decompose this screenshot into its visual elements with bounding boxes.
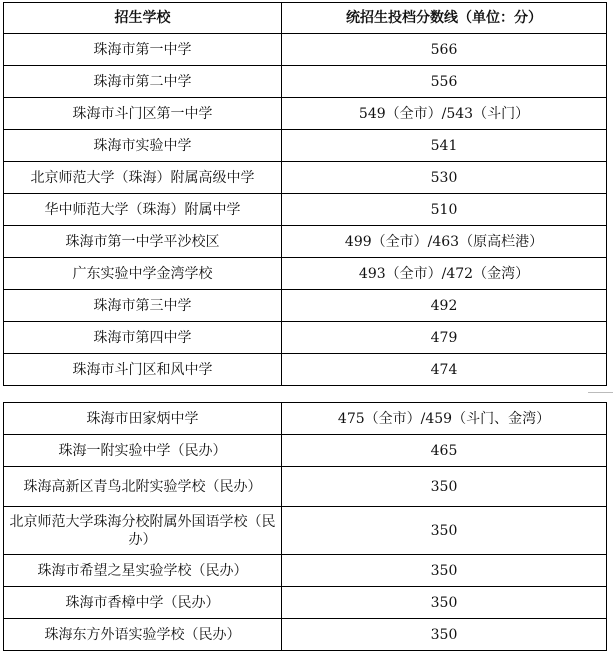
score-cell: 350 bbox=[282, 555, 607, 587]
school-name-cell: 珠海市第四中学 bbox=[4, 322, 282, 354]
score-cell: 549（全市）/543（斗门） bbox=[282, 98, 607, 130]
score-cell: 566 bbox=[282, 34, 607, 66]
table-body-bottom bbox=[4, 403, 607, 651]
school-name-cell: 珠海市第一中学 bbox=[4, 34, 282, 66]
table-row bbox=[4, 354, 607, 386]
school-name-cell: 广东实验中学金湾学校 bbox=[4, 258, 282, 290]
school-name-cell: 珠海市斗门区和风中学 bbox=[4, 354, 282, 386]
table-body-top bbox=[4, 34, 607, 386]
table-header-row bbox=[4, 3, 607, 34]
score-cell: 499（全市）/463（原高栏港） bbox=[282, 226, 607, 258]
table-row bbox=[4, 403, 607, 435]
table-row bbox=[4, 507, 607, 555]
table-row bbox=[4, 435, 607, 467]
table-row bbox=[4, 226, 607, 258]
header-school: 招生学校 bbox=[4, 3, 282, 34]
table-row bbox=[4, 322, 607, 354]
school-name-cell: 珠海东方外语实验学校（民办） bbox=[4, 619, 282, 651]
school-name-cell: 珠海市田家炳中学 bbox=[4, 403, 282, 435]
school-name-cell: 华中师范大学（珠海）附属中学 bbox=[4, 194, 282, 226]
table-row bbox=[4, 258, 607, 290]
score-cell: 492 bbox=[282, 290, 607, 322]
school-name-cell: 珠海市香樟中学（民办） bbox=[4, 587, 282, 619]
table-row bbox=[4, 290, 607, 322]
table-row bbox=[4, 587, 607, 619]
table-row bbox=[4, 619, 607, 651]
page-break-divider bbox=[588, 392, 613, 402]
table-row bbox=[4, 66, 607, 98]
score-cell: 350 bbox=[282, 467, 607, 507]
header-score: 统招生投档分数线（单位：分） bbox=[282, 3, 607, 34]
table-row bbox=[4, 98, 607, 130]
table-row bbox=[4, 162, 607, 194]
score-cell: 493（全市）/472（金湾） bbox=[282, 258, 607, 290]
score-cell: 474 bbox=[282, 354, 607, 386]
school-name-cell: 北京师范大学珠海分校附属外国语学校（民办） bbox=[4, 507, 282, 555]
score-cell: 465 bbox=[282, 435, 607, 467]
score-cell: 510 bbox=[282, 194, 607, 226]
score-cell: 350 bbox=[282, 507, 607, 555]
table-row bbox=[4, 555, 607, 587]
admission-score-table-bottom bbox=[3, 402, 607, 651]
school-name-cell: 珠海市实验中学 bbox=[4, 130, 282, 162]
table-row bbox=[4, 34, 607, 66]
admission-score-table-top bbox=[3, 2, 607, 386]
school-name-cell: 北京师范大学（珠海）附属高级中学 bbox=[4, 162, 282, 194]
school-name-cell: 珠海市第三中学 bbox=[4, 290, 282, 322]
school-name-cell: 珠海高新区青鸟北附实验学校（民办） bbox=[4, 467, 282, 507]
table-row bbox=[4, 194, 607, 226]
score-cell: 350 bbox=[282, 587, 607, 619]
score-cell: 541 bbox=[282, 130, 607, 162]
score-cell: 475（全市）/459（斗门、金湾） bbox=[282, 403, 607, 435]
table-row bbox=[4, 130, 607, 162]
school-name-cell: 珠海市斗门区第一中学 bbox=[4, 98, 282, 130]
school-name-cell: 珠海市第二中学 bbox=[4, 66, 282, 98]
table-row bbox=[4, 467, 607, 507]
score-cell: 556 bbox=[282, 66, 607, 98]
score-cell: 530 bbox=[282, 162, 607, 194]
school-name-cell: 珠海市希望之星实验学校（民办） bbox=[4, 555, 282, 587]
score-cell: 350 bbox=[282, 619, 607, 651]
school-name-cell: 珠海市第一中学平沙校区 bbox=[4, 226, 282, 258]
school-name-cell: 珠海一附实验中学（民办） bbox=[4, 435, 282, 467]
score-cell: 479 bbox=[282, 322, 607, 354]
